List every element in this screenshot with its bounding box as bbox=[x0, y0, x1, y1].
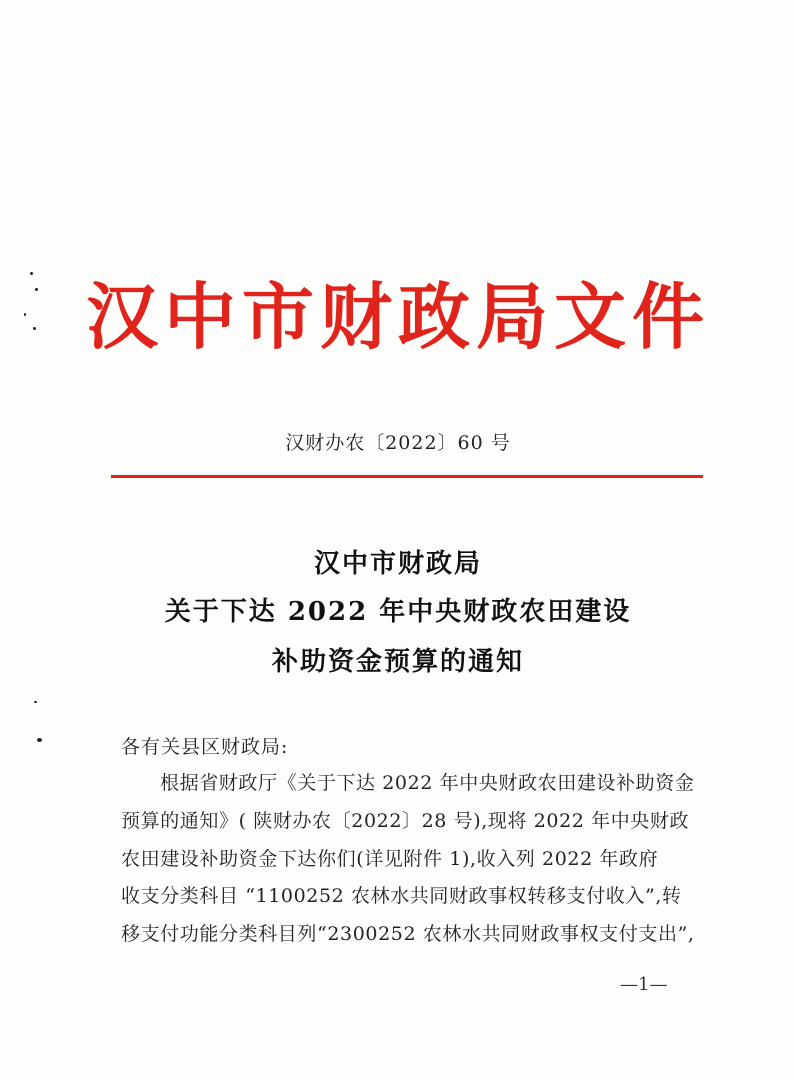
red-divider-rule bbox=[111, 475, 703, 478]
notice-title-line-3: 补助资金预算的通知 bbox=[271, 647, 524, 677]
page-number: —1— bbox=[620, 974, 668, 995]
notice-title-line-1: 汉中市财政局 bbox=[313, 549, 482, 579]
body-paragraph-line: 收支分类科目 “1100252 农林水共同财政事权转移支付收入”,转 bbox=[121, 885, 682, 907]
masthead-title: 汉中市财政局文件 bbox=[85, 274, 710, 359]
body-paragraph-line: 农田建设补助资金下达你们(详见附件 1),收入列 2022 年政府 bbox=[121, 848, 659, 870]
scan-speck bbox=[34, 701, 37, 703]
scan-speck bbox=[37, 738, 42, 742]
document-number: 汉财办农〔2022〕60 号 bbox=[285, 432, 511, 454]
body-paragraph-line: 预算的通知》( 陕财办农〔2022〕28 号),现将 2022 年中央财政 bbox=[121, 810, 690, 832]
salutation: 各有关县区财政局: bbox=[121, 736, 289, 758]
notice-title-line-2: 关于下达 2022 年中央财政农田建设 bbox=[164, 597, 632, 627]
body-paragraph-line: 根据省财政厅《关于下达 2022 年中央财政农田建设补助资金 bbox=[160, 772, 695, 794]
body-paragraph-line: 移支付功能分类科目列“2300252 农林水共同财政事权支付支出”, bbox=[121, 923, 695, 945]
